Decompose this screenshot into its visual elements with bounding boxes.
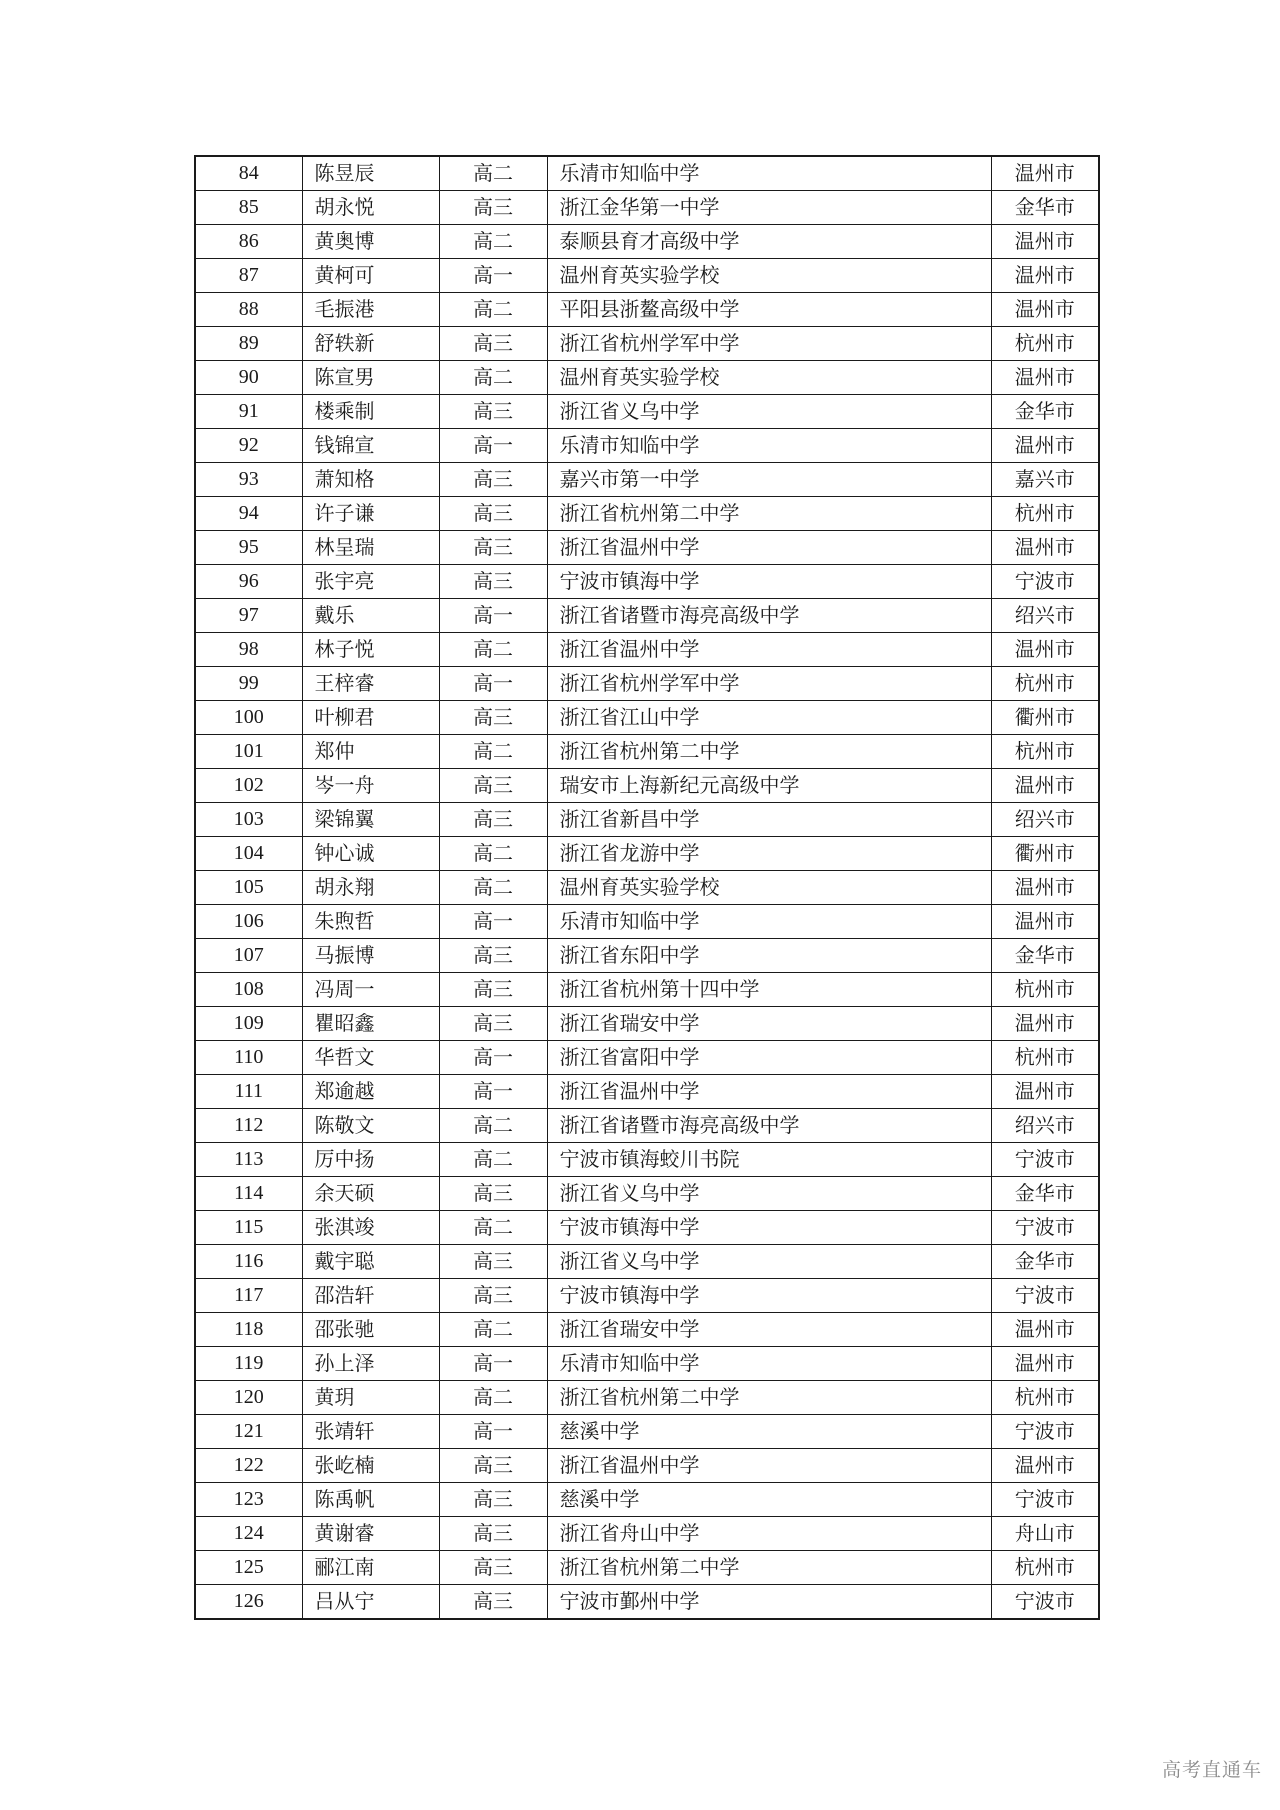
cell-number: 107 <box>195 939 302 973</box>
table-row <box>195 259 1099 293</box>
cell-city: 温州市 <box>991 633 1099 667</box>
cell-grade: 高三 <box>439 531 547 565</box>
table-row <box>195 667 1099 701</box>
cell-city: 温州市 <box>991 871 1099 905</box>
cell-student-name: 华哲文 <box>302 1041 439 1075</box>
cell-number: 106 <box>195 905 302 939</box>
cell-grade: 高一 <box>439 1347 547 1381</box>
cell-school: 浙江省杭州第二中学 <box>547 497 991 531</box>
cell-student-name: 黄柯可 <box>302 259 439 293</box>
cell-student-name: 胡永悦 <box>302 191 439 225</box>
cell-school: 浙江省义乌中学 <box>547 395 991 429</box>
table-row <box>195 1041 1099 1075</box>
cell-school: 泰顺县育才高级中学 <box>547 225 991 259</box>
cell-student-name: 陈禹帆 <box>302 1483 439 1517</box>
cell-school: 浙江省义乌中学 <box>547 1177 991 1211</box>
cell-school: 浙江省龙游中学 <box>547 837 991 871</box>
cell-school: 乐清市知临中学 <box>547 429 991 463</box>
cell-school: 乐清市知临中学 <box>547 905 991 939</box>
cell-student-name: 马振博 <box>302 939 439 973</box>
cell-student-name: 黄谢睿 <box>302 1517 439 1551</box>
cell-city: 衢州市 <box>991 701 1099 735</box>
cell-number: 93 <box>195 463 302 497</box>
cell-school: 宁波市镇海蛟川书院 <box>547 1143 991 1177</box>
cell-number: 110 <box>195 1041 302 1075</box>
cell-school: 温州育英实验学校 <box>547 361 991 395</box>
cell-number: 89 <box>195 327 302 361</box>
cell-student-name: 舒轶新 <box>302 327 439 361</box>
cell-student-name: 张屹楠 <box>302 1449 439 1483</box>
cell-city: 金华市 <box>991 191 1099 225</box>
cell-grade: 高二 <box>439 735 547 769</box>
cell-student-name: 胡永翔 <box>302 871 439 905</box>
cell-number: 126 <box>195 1585 302 1620</box>
cell-number: 116 <box>195 1245 302 1279</box>
cell-school: 浙江省杭州第二中学 <box>547 735 991 769</box>
cell-school: 慈溪中学 <box>547 1415 991 1449</box>
cell-student-name: 郑仲 <box>302 735 439 769</box>
cell-number: 120 <box>195 1381 302 1415</box>
table-row <box>195 633 1099 667</box>
cell-grade: 高二 <box>439 633 547 667</box>
cell-school: 温州育英实验学校 <box>547 259 991 293</box>
cell-city: 杭州市 <box>991 327 1099 361</box>
table-row <box>195 327 1099 361</box>
cell-grade: 高一 <box>439 1075 547 1109</box>
cell-number: 111 <box>195 1075 302 1109</box>
table-row <box>195 293 1099 327</box>
cell-school: 浙江省东阳中学 <box>547 939 991 973</box>
cell-city: 温州市 <box>991 1449 1099 1483</box>
cell-city: 金华市 <box>991 395 1099 429</box>
cell-number: 99 <box>195 667 302 701</box>
table-row <box>195 497 1099 531</box>
cell-grade: 高二 <box>439 361 547 395</box>
cell-student-name: 邵张驰 <box>302 1313 439 1347</box>
cell-grade: 高三 <box>439 565 547 599</box>
cell-school: 浙江省江山中学 <box>547 701 991 735</box>
table-row <box>195 1075 1099 1109</box>
cell-city: 温州市 <box>991 429 1099 463</box>
cell-school: 浙江省温州中学 <box>547 1449 991 1483</box>
table-row <box>195 1381 1099 1415</box>
cell-grade: 高一 <box>439 1415 547 1449</box>
cell-school: 瑞安市上海新纪元高级中学 <box>547 769 991 803</box>
cell-student-name: 许子谦 <box>302 497 439 531</box>
table-row <box>195 565 1099 599</box>
cell-grade: 高三 <box>439 463 547 497</box>
cell-student-name: 楼乘制 <box>302 395 439 429</box>
cell-grade: 高三 <box>439 395 547 429</box>
cell-number: 96 <box>195 565 302 599</box>
cell-student-name: 瞿昭鑫 <box>302 1007 439 1041</box>
cell-city: 温州市 <box>991 905 1099 939</box>
cell-city: 宁波市 <box>991 1585 1099 1620</box>
cell-city: 杭州市 <box>991 735 1099 769</box>
cell-student-name: 张淇竣 <box>302 1211 439 1245</box>
cell-grade: 高三 <box>439 939 547 973</box>
cell-number: 98 <box>195 633 302 667</box>
cell-school: 浙江省诸暨市海亮高级中学 <box>547 599 991 633</box>
table-row <box>195 1517 1099 1551</box>
cell-city: 温州市 <box>991 531 1099 565</box>
table-row <box>195 769 1099 803</box>
cell-city: 温州市 <box>991 361 1099 395</box>
cell-number: 95 <box>195 531 302 565</box>
cell-number: 97 <box>195 599 302 633</box>
cell-school: 宁波市镇海中学 <box>547 565 991 599</box>
cell-school: 浙江省杭州第十四中学 <box>547 973 991 1007</box>
cell-city: 温州市 <box>991 1075 1099 1109</box>
cell-school: 浙江省杭州学军中学 <box>547 327 991 361</box>
cell-student-name: 叶柳君 <box>302 701 439 735</box>
cell-grade: 高二 <box>439 871 547 905</box>
cell-number: 100 <box>195 701 302 735</box>
cell-grade: 高二 <box>439 1313 547 1347</box>
cell-school: 宁波市镇海中学 <box>547 1211 991 1245</box>
table-row <box>195 1313 1099 1347</box>
cell-number: 117 <box>195 1279 302 1313</box>
cell-city: 温州市 <box>991 1007 1099 1041</box>
cell-grade: 高二 <box>439 1381 547 1415</box>
cell-grade: 高三 <box>439 1551 547 1585</box>
cell-student-name: 厉中扬 <box>302 1143 439 1177</box>
cell-city: 温州市 <box>991 156 1099 191</box>
table-row <box>195 1211 1099 1245</box>
table-row <box>195 939 1099 973</box>
cell-city: 杭州市 <box>991 1041 1099 1075</box>
cell-grade: 高三 <box>439 1007 547 1041</box>
table-row <box>195 701 1099 735</box>
cell-city: 金华市 <box>991 1177 1099 1211</box>
cell-city: 绍兴市 <box>991 803 1099 837</box>
cell-number: 125 <box>195 1551 302 1585</box>
table-row <box>195 1245 1099 1279</box>
cell-number: 114 <box>195 1177 302 1211</box>
cell-number: 91 <box>195 395 302 429</box>
table-row <box>195 531 1099 565</box>
cell-grade: 高三 <box>439 1177 547 1211</box>
cell-school: 乐清市知临中学 <box>547 156 991 191</box>
table-row <box>195 1109 1099 1143</box>
table-row <box>195 1551 1099 1585</box>
table-row <box>195 735 1099 769</box>
cell-number: 102 <box>195 769 302 803</box>
cell-city: 温州市 <box>991 769 1099 803</box>
cell-grade: 高三 <box>439 191 547 225</box>
cell-number: 122 <box>195 1449 302 1483</box>
cell-city: 杭州市 <box>991 973 1099 1007</box>
table-row <box>195 871 1099 905</box>
cell-school: 浙江省诸暨市海亮高级中学 <box>547 1109 991 1143</box>
cell-student-name: 陈昱辰 <box>302 156 439 191</box>
cell-number: 112 <box>195 1109 302 1143</box>
cell-city: 嘉兴市 <box>991 463 1099 497</box>
table-row <box>195 599 1099 633</box>
table-row <box>195 156 1099 191</box>
table-row <box>195 1177 1099 1211</box>
cell-number: 123 <box>195 1483 302 1517</box>
cell-school: 浙江省温州中学 <box>547 1075 991 1109</box>
cell-school: 温州育英实验学校 <box>547 871 991 905</box>
cell-city: 杭州市 <box>991 1381 1099 1415</box>
cell-school: 浙江省温州中学 <box>547 531 991 565</box>
table-row <box>195 191 1099 225</box>
cell-city: 衢州市 <box>991 837 1099 871</box>
cell-city: 绍兴市 <box>991 599 1099 633</box>
cell-school: 乐清市知临中学 <box>547 1347 991 1381</box>
cell-number: 115 <box>195 1211 302 1245</box>
cell-grade: 高二 <box>439 225 547 259</box>
cell-city: 宁波市 <box>991 1415 1099 1449</box>
cell-grade: 高三 <box>439 1517 547 1551</box>
cell-school: 慈溪中学 <box>547 1483 991 1517</box>
cell-school: 浙江省温州中学 <box>547 633 991 667</box>
cell-grade: 高二 <box>439 156 547 191</box>
cell-school: 浙江省瑞安中学 <box>547 1313 991 1347</box>
cell-number: 94 <box>195 497 302 531</box>
cell-student-name: 余天硕 <box>302 1177 439 1211</box>
cell-number: 90 <box>195 361 302 395</box>
table-row <box>195 463 1099 497</box>
cell-city: 金华市 <box>991 939 1099 973</box>
cell-grade: 高三 <box>439 497 547 531</box>
cell-number: 113 <box>195 1143 302 1177</box>
cell-school: 浙江省新昌中学 <box>547 803 991 837</box>
cell-number: 101 <box>195 735 302 769</box>
cell-student-name: 朱煦哲 <box>302 905 439 939</box>
cell-grade: 高一 <box>439 429 547 463</box>
cell-grade: 高三 <box>439 327 547 361</box>
cell-city: 舟山市 <box>991 1517 1099 1551</box>
cell-number: 88 <box>195 293 302 327</box>
cell-student-name: 邵浩轩 <box>302 1279 439 1313</box>
cell-grade: 高三 <box>439 1245 547 1279</box>
cell-grade: 高三 <box>439 1585 547 1620</box>
cell-student-name: 郦江南 <box>302 1551 439 1585</box>
cell-grade: 高三 <box>439 1279 547 1313</box>
cell-grade: 高一 <box>439 259 547 293</box>
cell-city: 绍兴市 <box>991 1109 1099 1143</box>
cell-grade: 高三 <box>439 1449 547 1483</box>
cell-number: 108 <box>195 973 302 1007</box>
cell-student-name: 钟心诚 <box>302 837 439 871</box>
table-row <box>195 1347 1099 1381</box>
cell-number: 92 <box>195 429 302 463</box>
table-row <box>195 1449 1099 1483</box>
cell-school: 浙江金华第一中学 <box>547 191 991 225</box>
cell-student-name: 岑一舟 <box>302 769 439 803</box>
cell-number: 84 <box>195 156 302 191</box>
cell-number: 85 <box>195 191 302 225</box>
cell-student-name: 郑逾越 <box>302 1075 439 1109</box>
cell-number: 119 <box>195 1347 302 1381</box>
cell-number: 103 <box>195 803 302 837</box>
cell-school: 浙江省义乌中学 <box>547 1245 991 1279</box>
cell-student-name: 张宇亮 <box>302 565 439 599</box>
cell-student-name: 毛振港 <box>302 293 439 327</box>
table-row <box>195 803 1099 837</box>
cell-student-name: 林子悦 <box>302 633 439 667</box>
cell-city: 温州市 <box>991 1347 1099 1381</box>
cell-city: 宁波市 <box>991 565 1099 599</box>
table-row <box>195 1415 1099 1449</box>
table-row <box>195 1585 1099 1620</box>
cell-school: 浙江省富阳中学 <box>547 1041 991 1075</box>
cell-school: 嘉兴市第一中学 <box>547 463 991 497</box>
cell-grade: 高三 <box>439 1483 547 1517</box>
cell-number: 121 <box>195 1415 302 1449</box>
table-row <box>195 837 1099 871</box>
cell-city: 温州市 <box>991 1313 1099 1347</box>
cell-student-name: 冯周一 <box>302 973 439 1007</box>
roster-table-body <box>195 156 1099 1619</box>
cell-student-name: 戴宇聪 <box>302 1245 439 1279</box>
roster-table <box>194 155 1100 1620</box>
cell-student-name: 萧知格 <box>302 463 439 497</box>
cell-student-name: 钱锦宣 <box>302 429 439 463</box>
cell-city: 温州市 <box>991 225 1099 259</box>
cell-student-name: 王梓睿 <box>302 667 439 701</box>
table-row <box>195 361 1099 395</box>
table-row <box>195 225 1099 259</box>
cell-grade: 高三 <box>439 769 547 803</box>
cell-student-name: 戴乐 <box>302 599 439 633</box>
cell-grade: 高三 <box>439 803 547 837</box>
cell-student-name: 孙上泽 <box>302 1347 439 1381</box>
table-row <box>195 973 1099 1007</box>
cell-city: 金华市 <box>991 1245 1099 1279</box>
cell-student-name: 陈宣男 <box>302 361 439 395</box>
cell-grade: 高一 <box>439 667 547 701</box>
cell-city: 宁波市 <box>991 1279 1099 1313</box>
cell-student-name: 梁锦翼 <box>302 803 439 837</box>
cell-grade: 高二 <box>439 837 547 871</box>
cell-student-name: 黄玥 <box>302 1381 439 1415</box>
table-row <box>195 1007 1099 1041</box>
cell-school: 平阳县浙鳌高级中学 <box>547 293 991 327</box>
cell-city: 温州市 <box>991 293 1099 327</box>
cell-number: 87 <box>195 259 302 293</box>
cell-city: 杭州市 <box>991 1551 1099 1585</box>
cell-city: 杭州市 <box>991 497 1099 531</box>
cell-number: 104 <box>195 837 302 871</box>
cell-number: 124 <box>195 1517 302 1551</box>
table-row <box>195 395 1099 429</box>
cell-student-name: 张靖轩 <box>302 1415 439 1449</box>
cell-grade: 高一 <box>439 905 547 939</box>
cell-student-name: 林呈瑞 <box>302 531 439 565</box>
cell-student-name: 黄奥博 <box>302 225 439 259</box>
cell-grade: 高三 <box>439 973 547 1007</box>
cell-grade: 高一 <box>439 599 547 633</box>
cell-grade: 高二 <box>439 1143 547 1177</box>
cell-city: 宁波市 <box>991 1211 1099 1245</box>
cell-school: 浙江省杭州第二中学 <box>547 1551 991 1585</box>
cell-school: 浙江省杭州第二中学 <box>547 1381 991 1415</box>
cell-city: 杭州市 <box>991 667 1099 701</box>
cell-student-name: 陈敬文 <box>302 1109 439 1143</box>
cell-grade: 高二 <box>439 1211 547 1245</box>
cell-grade: 高二 <box>439 293 547 327</box>
cell-school: 宁波市镇海中学 <box>547 1279 991 1313</box>
cell-city: 宁波市 <box>991 1483 1099 1517</box>
cell-city: 宁波市 <box>991 1143 1099 1177</box>
cell-school: 浙江省舟山中学 <box>547 1517 991 1551</box>
table-row <box>195 1279 1099 1313</box>
cell-city: 温州市 <box>991 259 1099 293</box>
cell-number: 118 <box>195 1313 302 1347</box>
cell-school: 浙江省杭州学军中学 <box>547 667 991 701</box>
cell-school: 宁波市鄞州中学 <box>547 1585 991 1620</box>
cell-school: 浙江省瑞安中学 <box>547 1007 991 1041</box>
cell-number: 86 <box>195 225 302 259</box>
cell-number: 105 <box>195 871 302 905</box>
table-row <box>195 429 1099 463</box>
table-row <box>195 1483 1099 1517</box>
cell-number: 109 <box>195 1007 302 1041</box>
cell-grade: 高一 <box>439 1041 547 1075</box>
cell-student-name: 吕从宁 <box>302 1585 439 1620</box>
watermark: 高考直通车 <box>1161 1759 1262 1781</box>
table-row <box>195 1143 1099 1177</box>
table-row <box>195 905 1099 939</box>
cell-grade: 高二 <box>439 1109 547 1143</box>
cell-grade: 高三 <box>439 701 547 735</box>
